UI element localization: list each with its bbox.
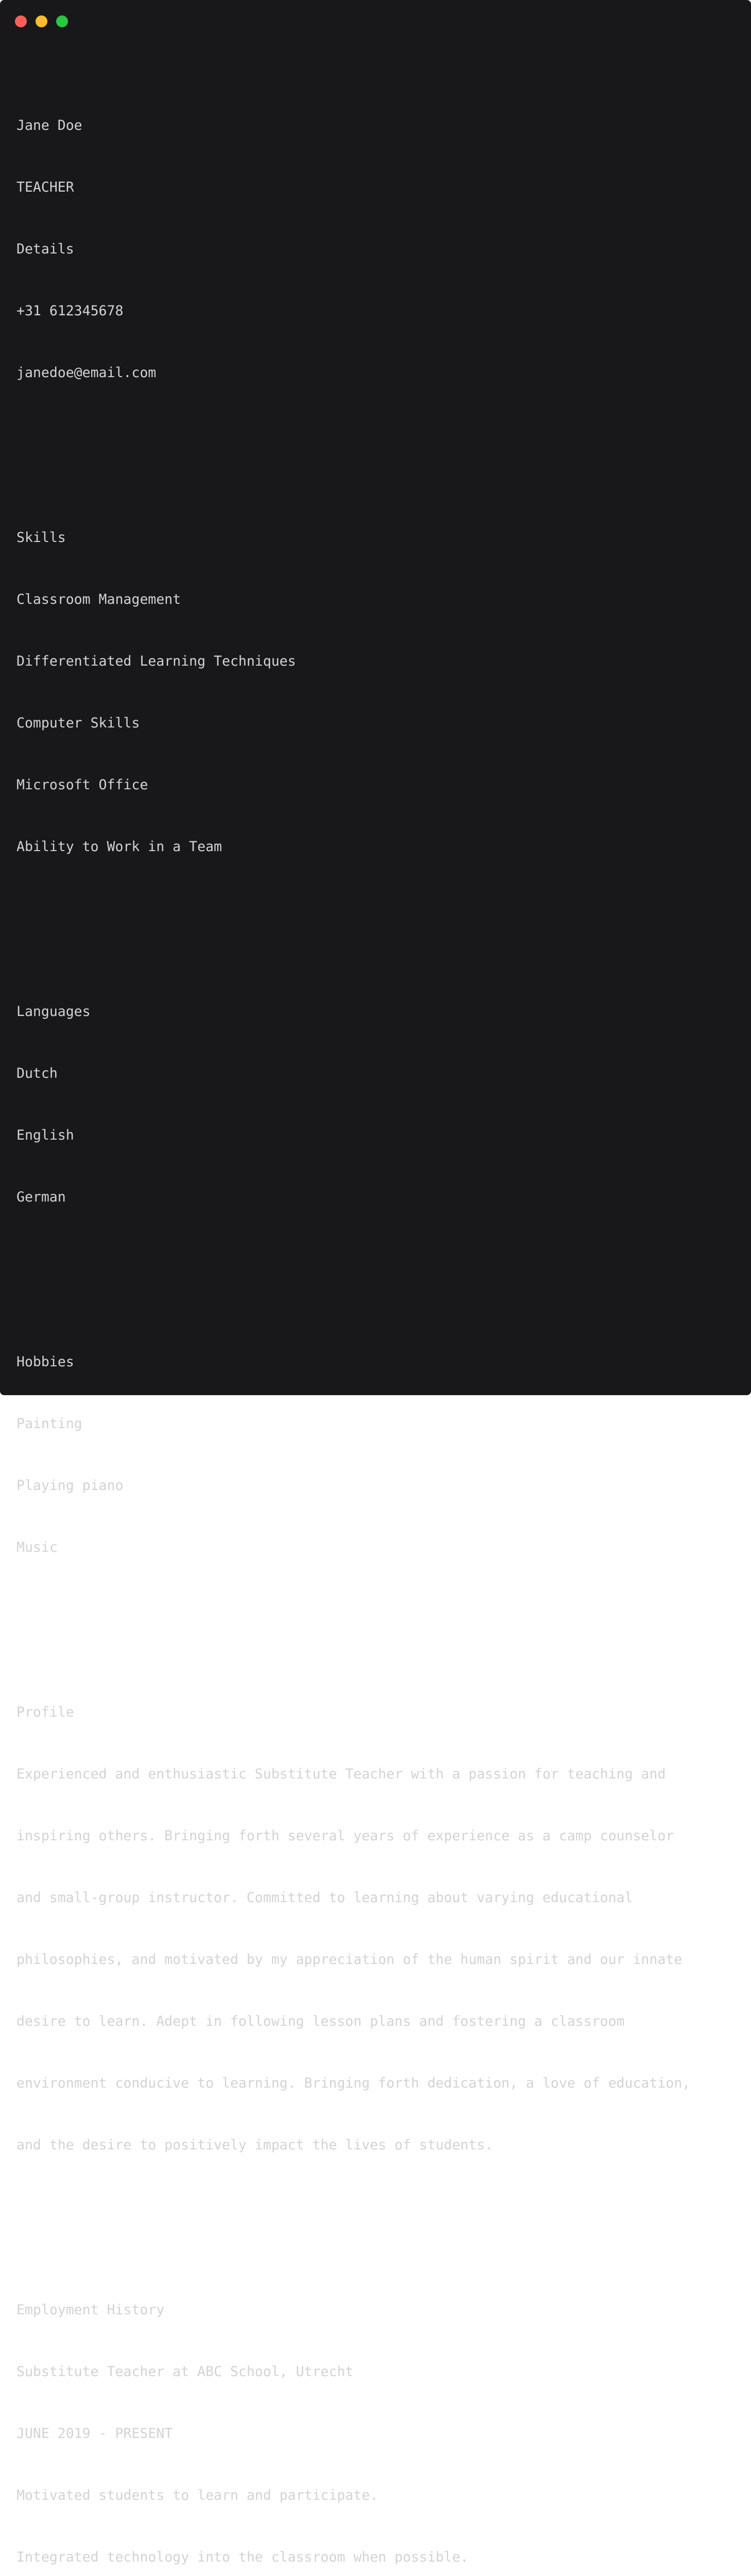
profile-line: Experienced and enthusiastic Substitute Teacher with a passion for teaching and <box>16 1766 666 1782</box>
profile-line: and small-group instructor. Committed to learning about varying educational <box>16 1890 633 1906</box>
job-title-line: Substitute Teacher at ABC School, Utrecht <box>16 2364 354 2380</box>
job-dates: JUNE 2019 - PRESENT <box>16 2426 173 2442</box>
skill-item: Microsoft Office <box>16 777 148 793</box>
spacer <box>16 2197 738 2217</box>
close-button[interactable] <box>15 15 27 27</box>
profile-heading: Profile <box>16 1704 74 1720</box>
profile-line: environment conducive to learning. Bringing forth dedication, a love of education, <box>16 2075 691 2091</box>
skill-item: Classroom Management <box>16 591 181 607</box>
skill-item: Differentiated Learning Techniques <box>16 653 296 669</box>
details-heading: Details <box>16 241 74 257</box>
hobby-item: Playing piano <box>16 1478 124 1494</box>
profile-line: desire to learn. Adept in following lesson plans and fostering a classroom <box>16 2013 625 2029</box>
employment-heading: Employment History <box>16 2302 165 2318</box>
skills-heading: Skills <box>16 530 66 546</box>
language-item: English <box>16 1127 74 1143</box>
skill-item: Computer Skills <box>16 715 140 731</box>
spacer <box>16 899 738 919</box>
title-bar <box>0 0 751 42</box>
profile-line: inspiring others. Bringing forth several years of experience as a camp counselor <box>16 1828 674 1844</box>
hobby-item: Music <box>16 1539 58 1555</box>
profile-line: and the desire to positively impact the lives of students. <box>16 2137 493 2153</box>
minimize-button[interactable] <box>36 15 47 27</box>
hobbies-heading: Hobbies <box>16 1354 74 1370</box>
job-line: Motivated students to learn and participate. <box>16 2487 378 2503</box>
language-item: Dutch <box>16 1065 58 1081</box>
job-title: TEACHER <box>16 179 74 195</box>
resume-text <box>16 54 738 2576</box>
spacer <box>16 425 738 445</box>
hobby-item: Painting <box>16 1416 82 1432</box>
phone: +31 612345678 <box>16 303 124 319</box>
skill-item: Ability to Work in a Team <box>16 839 222 855</box>
job-line: Integrated technology into the classroom when possible. <box>16 2549 469 2565</box>
email: janedoe@email.com <box>16 365 157 381</box>
maximize-button[interactable] <box>56 15 68 27</box>
profile-line: philosophies, and motivated by my appreciation of the human spirit and our innate <box>16 1952 682 1968</box>
language-item: German <box>16 1189 66 1205</box>
spacer <box>16 1249 738 1269</box>
spacer <box>16 1599 738 1620</box>
languages-heading: Languages <box>16 1004 91 1020</box>
name: Jane Doe <box>16 117 82 133</box>
